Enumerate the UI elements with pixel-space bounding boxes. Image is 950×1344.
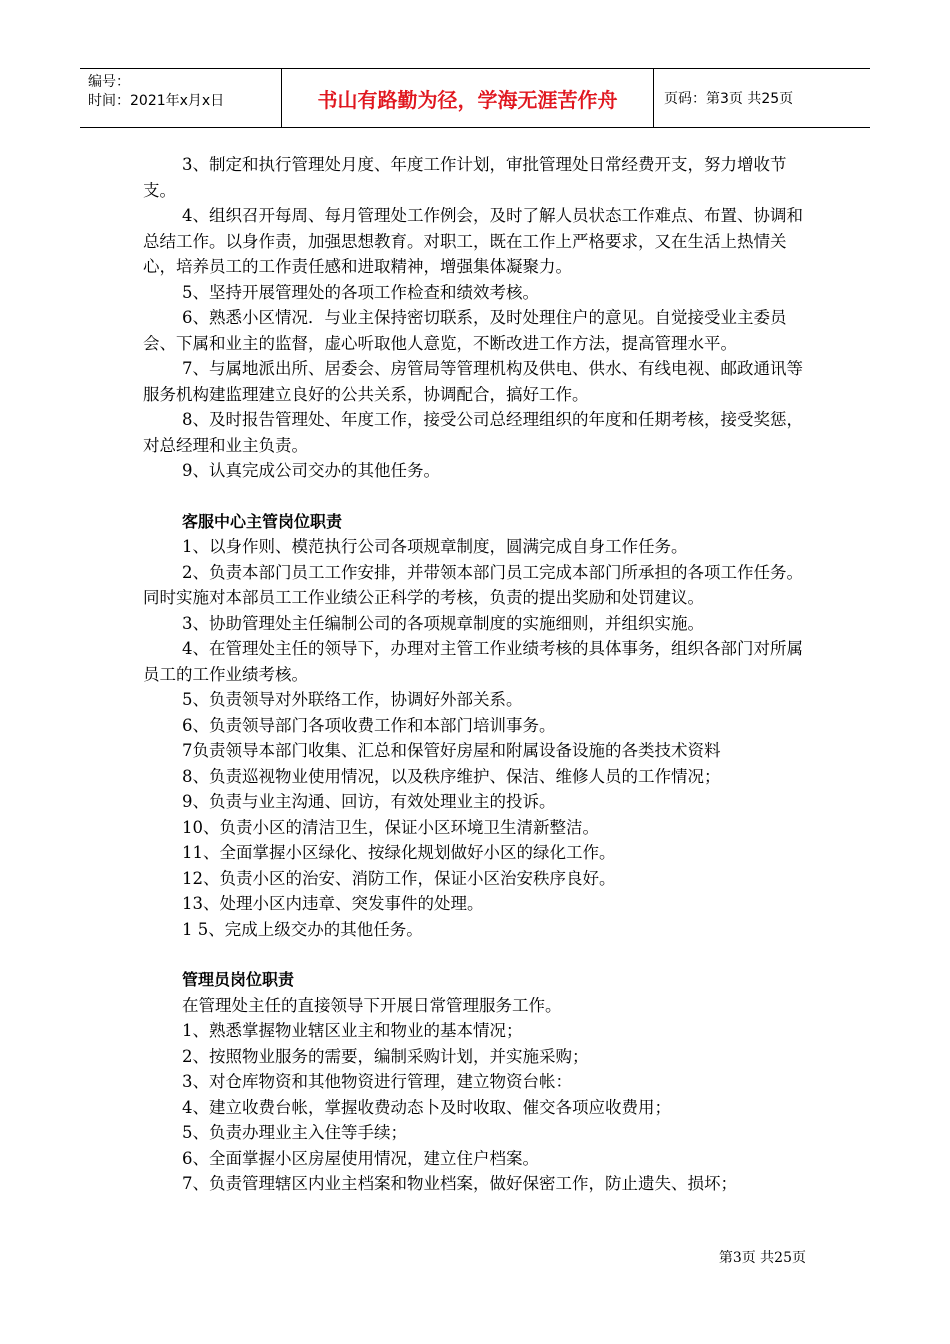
page-header	[80, 68, 870, 128]
paragraph: 2、负责本部门员工工作安排，并带领本部门员工完成本部门所承担的各项工作任务。同时实施对本部员工工作业绩公正科学的考核，负责的提出奖励和处罚建议。	[143, 562, 803, 607]
paragraph: 3、协助管理处主任编制公司的各项规章制度的实施细则，并组织实施。	[182, 613, 704, 633]
paragraph: 11、全面掌握小区绿化、按绿化规划做好小区的绿化工作。	[182, 843, 616, 862]
paragraph: 9、负责与业主沟通、回访，有效处理业主的投诉。	[182, 792, 556, 811]
header-motto: 书山有路勤为径，学海无涯苦作舟	[282, 69, 654, 127]
paragraph: 3、对仓库物资和其他物资进行管理，建立物资台帐：	[182, 1072, 572, 1091]
paragraph: 5、坚持开展管理处的各项工作检查和绩效考核。	[182, 282, 539, 302]
paragraph: 5、负责领导对外联络工作，协调好外部关系。	[182, 690, 523, 709]
paragraph: 1、以身作则、模范执行公司各项规章制度，圆满完成自身工作任务。	[182, 537, 688, 556]
section-heading: 客服中心主管岗位职责	[182, 511, 343, 531]
header-meta	[80, 69, 282, 127]
section-heading: 管理员岗位职责	[182, 970, 295, 989]
paragraph: 5、负责办理业主入住等手续；	[182, 1123, 407, 1142]
paragraph: 4、组织召开每周、每月管理处工作例会，及时了解人员状态工作难点、布置、协调和总结工作。以身作责，加强思想教育。对职工，既在工作上严格要求，又在生活上热情关心，培养员工的工作责任感和进取精神，增强集体凝聚力。	[143, 206, 803, 276]
footer-page-number: 第3页 共25页	[718, 1250, 806, 1266]
paragraph: 7、负责管理辖区内业主档案和物业档案，做好保密工作，防止遗失、损坏；	[182, 1174, 737, 1193]
paragraph: 10、负责小区的清洁卫生，保证小区环境卫生清新整洁。	[182, 817, 599, 837]
paragraph: 3、制定和执行管理处月度、年度工作计划，审批管理处日常经费开支，努力增收节支。	[143, 155, 787, 200]
paragraph: 12、负责小区的治安、消防工作，保证小区治安秩序良好。	[182, 868, 616, 888]
header-page-number: 页码：第3页 共25页	[664, 91, 794, 107]
paragraph: 7、与属地派出所、居委会、房管局等管理机构及供电、供水、有线电视、邮政通讯等服务机构建监理建立良好的公共关系，协调配合，搞好工作。	[143, 359, 803, 404]
paragraph: 8、及时报告管理处、年度工作，接受公司总经理组织的年度和任期考核，接受奖惩，对总经理和业主负责。	[143, 410, 803, 455]
paragraph: 2、按照物业服务的需要，编制采购计划，并实施采购；	[182, 1046, 589, 1066]
paragraph: 4、建立收费台帐，掌握收费动态卜及时收取、催交各项应收费用；	[182, 1097, 671, 1117]
paragraph: 6、负责领导部门各项收费工作和本部门培训事务。	[182, 715, 556, 735]
paragraph: 13、处理小区内违章、突发事件的处理。	[182, 894, 484, 913]
paragraph: 1 5、完成上级交办的其他任务。	[182, 919, 423, 939]
paragraph: 1、熟悉掌握物业辖区业主和物业的基本情况；	[182, 1021, 523, 1040]
paragraph: 4、在管理处主任的领导下，办理对主管工作业绩考核的具体事务，组织各部门对所属员工的工作业绩考核。	[143, 639, 803, 684]
document-body	[143, 152, 813, 1197]
paragraph: 9、认真完成公司交办的其他任务。	[182, 461, 440, 480]
paragraph: 6、全面掌握小区房屋使用情况，建立住户档案。	[182, 1148, 539, 1168]
doc-date-label: 时间：2021年x月x日	[88, 93, 225, 109]
doc-number-label: 编号：	[88, 74, 130, 90]
paragraph: 8、负责巡视物业使用情况，以及秩序维护、保洁、维修人员的工作情况；	[182, 766, 721, 786]
paragraph: 7负责领导本部门收集、汇总和保管好房屋和附属设备设施的各类技术资料	[182, 741, 721, 760]
paragraph: 在管理处主任的直接领导下开展日常管理服务工作。	[182, 995, 562, 1015]
paragraph: 6、熟悉小区情况．与业主保持密切联系，及时处理住户的意见。自觉接受业主委员会、下属和业主的监督，虚心听取他人意览，不断改进工作方法，提高管理水平。	[143, 308, 787, 353]
